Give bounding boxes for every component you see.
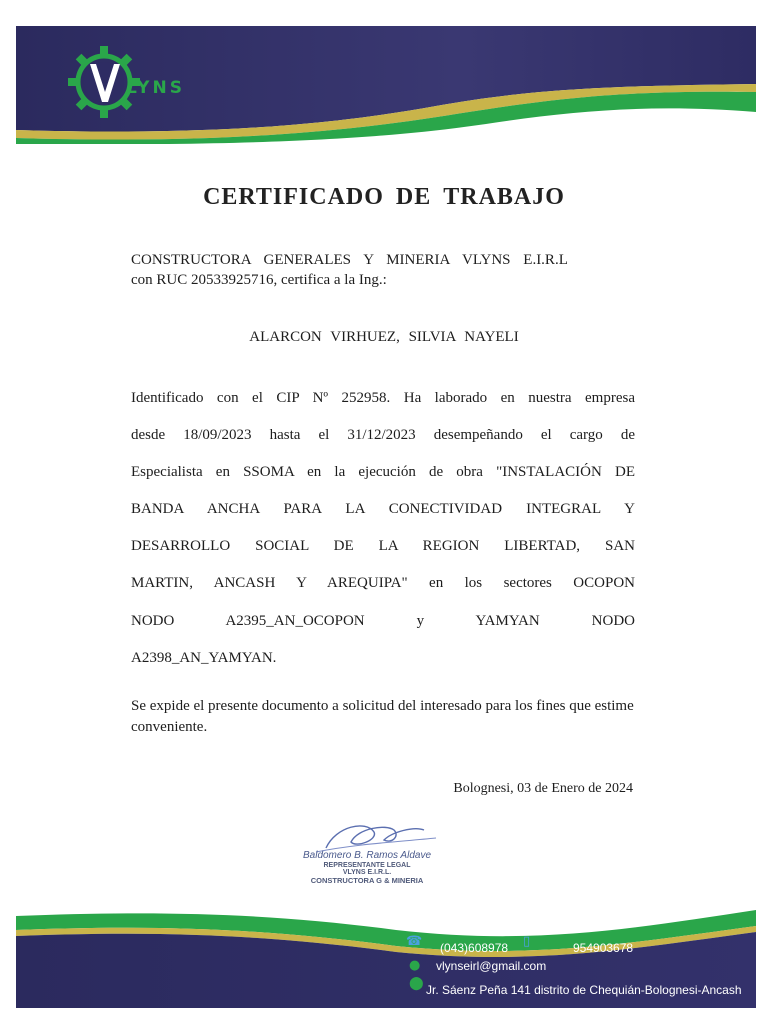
body-line: MARTIN, ANCASH Y AREQUIPA" en los sectores OCOPON <box>131 575 635 592</box>
employee-name: ALARCON VIRHUEZ, SILVIA NAYELI <box>249 329 519 345</box>
signatory-name: Baldomero B. Ramos Aldave <box>302 850 432 861</box>
phone-icon: ☎ <box>406 934 423 949</box>
body-line: DESARROLLO SOCIAL DE LA REGION LIBERTAD, SAN <box>131 538 635 555</box>
body-line: Identificado con el CIP Nº 252958. Ha laborado en nuestra empresa <box>131 390 635 406</box>
document-title: CERTIFICADO DE TRABAJO <box>203 184 565 210</box>
closing-paragraph: Se expide el presente documento a solicitud del interesado para los fines que estime conveniente. <box>131 698 634 735</box>
body-line: NODO A2395_AN_OCOPON y YAMYAN NODO <box>131 612 635 629</box>
logo-wordmark: LYNS <box>126 78 185 98</box>
issue-date: Bolognesi, 03 de Enero de 2024 <box>453 781 633 796</box>
location-pin-icon: ⬤ <box>409 976 424 991</box>
certificate-body <box>131 387 635 684</box>
company-statement <box>131 250 651 290</box>
signatory-role: REPRESENTANTE LEGAL <box>323 862 411 869</box>
contact-email: vlynseirl@gmail.com <box>436 959 547 973</box>
body-line: Especialista en SSOMA en la ejecución de obra "INSTALACIÓN DE <box>131 464 635 481</box>
body-line: A2398_AN_YAMYAN. <box>131 649 277 666</box>
contact-mobile: 954903678 <box>573 941 634 955</box>
mobile-icon: ▯ <box>523 934 531 949</box>
contact-address: Jr. Sáenz Peña 141 distrito de Chequián-Bolognesi-Ancash <box>426 983 742 997</box>
body-line: BANDA ANCHA PARA LA CONECTIVIDAD INTEGRAL Y <box>131 501 635 518</box>
signatory-company-full: CONSTRUCTORA G & MINERIA <box>310 876 424 885</box>
contact-phone: (043)608978 <box>440 941 509 955</box>
whatsapp-icon: ● <box>409 958 421 973</box>
company-ruc: con RUC 20533925716, certifica a la Ing.: <box>131 272 387 288</box>
signatory-company: VLYNS E.I.R.L. <box>342 869 392 876</box>
company-name: CONSTRUCTORA GENERALES Y MINERIA VLYNS E.I.R.L <box>131 252 568 268</box>
body-line: desde 18/09/2023 hasta el 31/12/2023 desempeñando el cargo de <box>131 427 635 444</box>
